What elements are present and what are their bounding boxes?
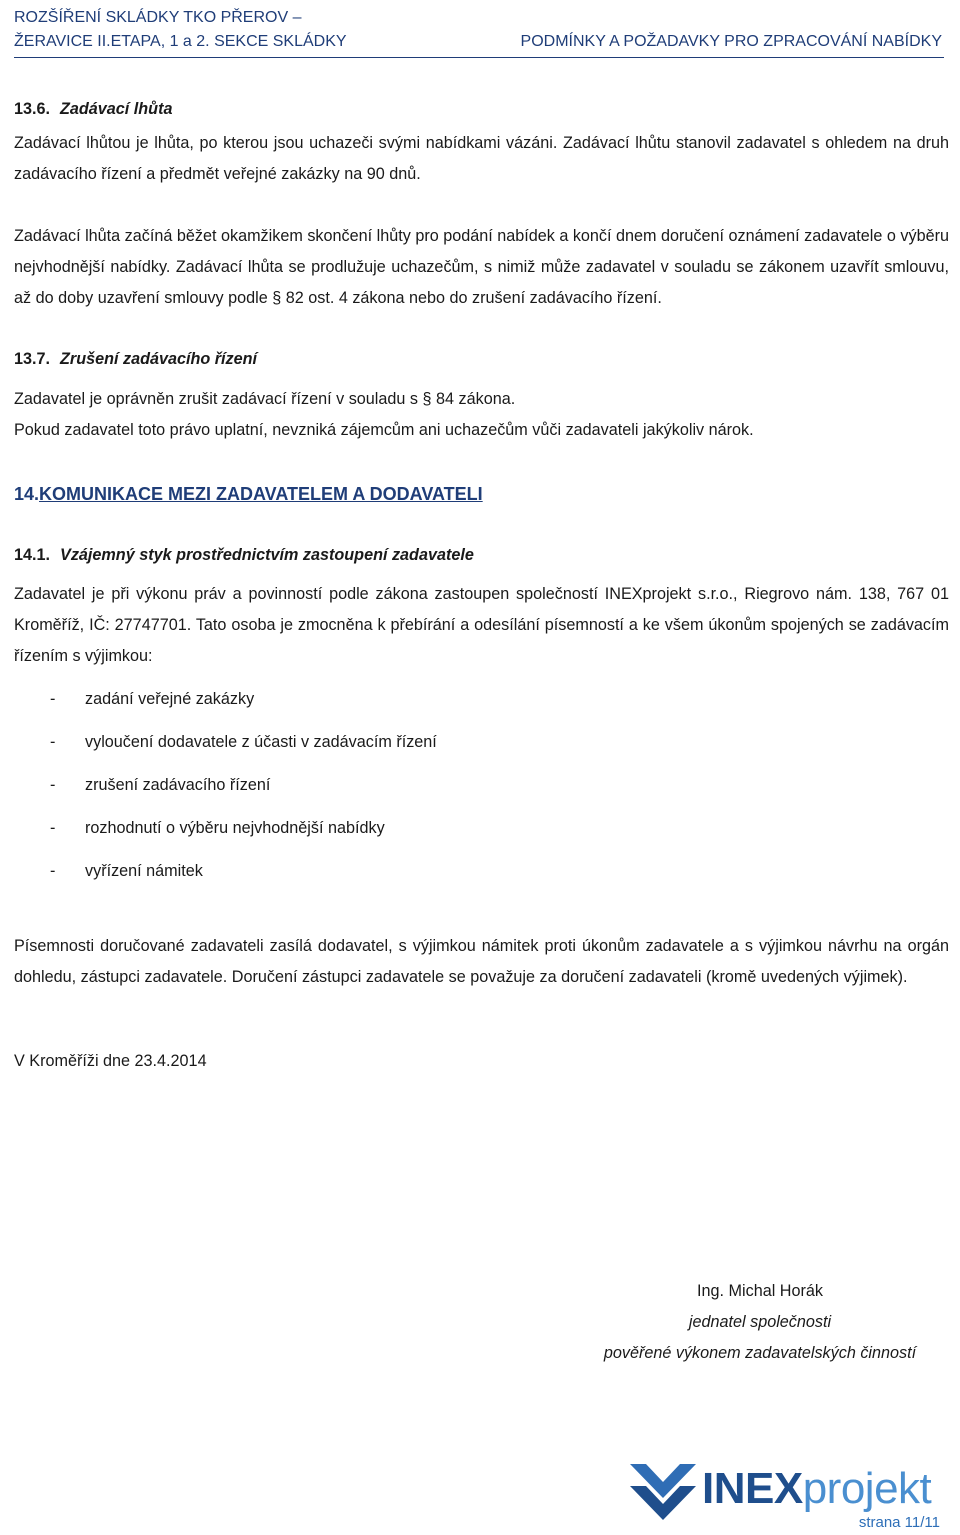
section-number: 13.6. (14, 100, 51, 118)
section-title: Zadávací lhůta (60, 100, 173, 118)
paragraph: Zadavatel je oprávněn zrušit zadávací řízení v souladu s § 84 zákona. (14, 390, 516, 408)
list-item-text: zadání veřejné zakázky (85, 690, 255, 708)
list-item-text: vyřízení námitek (85, 862, 203, 880)
section-title: Vzájemný styk prostřednictvím zastoupení zadavatele (60, 546, 474, 564)
list-item: - vyloučení dodavatele z účasti v zadávacím řízení (50, 733, 437, 751)
page-header (14, 6, 942, 58)
logo-wordmark (702, 1464, 931, 1514)
section-14-heading (14, 479, 949, 510)
section-number: 14. (14, 484, 40, 504)
section-title: Zrušení zadávacího řízení (60, 350, 258, 368)
list-item-text: vyloučení dodavatele z účasti v zadávacím řízení (85, 733, 437, 751)
header-title-line1: ROZŠÍŘENÍ SKLÁDKY TKO PŘEROV – (14, 9, 302, 26)
list-item: - vyřízení námitek (50, 862, 203, 880)
section-13-6-heading (14, 94, 949, 125)
logo-chevron-icon (628, 1460, 698, 1526)
list-item-text: zrušení zadávacího řízení (85, 776, 271, 794)
paragraph: Zadavatel je při výkonu práv a povinností podle zákona zastoupen společností INEXprojekt s.r.o., Riegrovo nám. 138, 767 01 Kroměříž, IČ: 27747701. Tato osoba je zmocněna k přebírání a odesílání písemností a ke všem úkonům spojených se zadávacím řízením s výjimkou: (14, 585, 949, 665)
paragraph: Pokud zadavatel toto právo uplatní, nevzniká zájemcům ani uchazečům vůči zadavateli jakýkoliv nárok. (14, 421, 754, 439)
logo-wordmark-bold: INEX (702, 1464, 803, 1513)
list-item: - zrušení zadávacího řízení (50, 776, 271, 794)
paragraph: Zadávací lhůta začíná běžet okamžikem skončení lhůty pro podání nabídek a končí dnem doručení oznámení zadavatele o výběru nejvhodnější nabídky. Zadávací lhůta se prodlužuje uchazečům, s nimiž může zadavatel v souladu se zákonem uzavřít smlouvu, až do doby uzavření smlouvy podle § 82 ost. 4 zákona nebo do zrušení zadávacího řízení. (14, 227, 949, 307)
list-item: - rozhodnutí o výběru nejvhodnější nabídky (50, 819, 385, 837)
page-number: strana 11/11 (858, 1514, 940, 1531)
header-title-line2: ŽERAVICE II.ETAPA, 1 a 2. SEKCE SKLÁDKY (14, 33, 347, 50)
document-body (14, 94, 949, 1077)
signature-block (560, 1276, 960, 1369)
signatory-name: Ing. Michal Horák (697, 1282, 823, 1300)
list-item-text: rozhodnutí o výběru nejvhodnější nabídky (85, 819, 385, 837)
paragraph: Písemnosti doručované zadavateli zasílá dodavatel, s výjimkou námitek proti úkonům zadavatele a s výjimkou návrhu na orgán dohledu, zástupci zadavatele. Doručení zástupci zadavatele se považuje za doručení zadavateli (kromě uvedených výjimek). (14, 937, 949, 986)
section-number: 13.7. (14, 350, 51, 368)
section-title: KOMUNIKACE MEZI ZADAVATELEM A DODAVATELI (39, 484, 483, 504)
section-14-1-heading (14, 540, 949, 571)
header-document-title: PODMÍNKY A POŽADAVKY PRO ZPRACOVÁNÍ NABÍDKY (520, 33, 942, 50)
exception-list (14, 678, 949, 893)
section-number: 14.1. (14, 546, 51, 564)
header-divider (14, 57, 944, 58)
signatory-authority: pověřené výkonem zadavatelských činností (603, 1344, 917, 1362)
logo-wordmark-light: projekt (802, 1464, 932, 1513)
header-project-title (14, 6, 347, 54)
signatory-role: jednatel společnosti (688, 1313, 832, 1331)
section-13-7-heading (14, 344, 949, 375)
paragraph: Zadávací lhůtou je lhůta, po kterou jsou uchazeči svými nabídkami vázáni. Zadávací lhůtu stanovil zadavatel s ohledem na druh zadávacího řízení a předmět veřejné zakázky na 90 dnů. (14, 134, 949, 183)
list-item: - zadání veřejné zakázky (50, 690, 255, 708)
place-and-date: V Kroměříži dne 23.4.2014 (14, 1052, 207, 1070)
